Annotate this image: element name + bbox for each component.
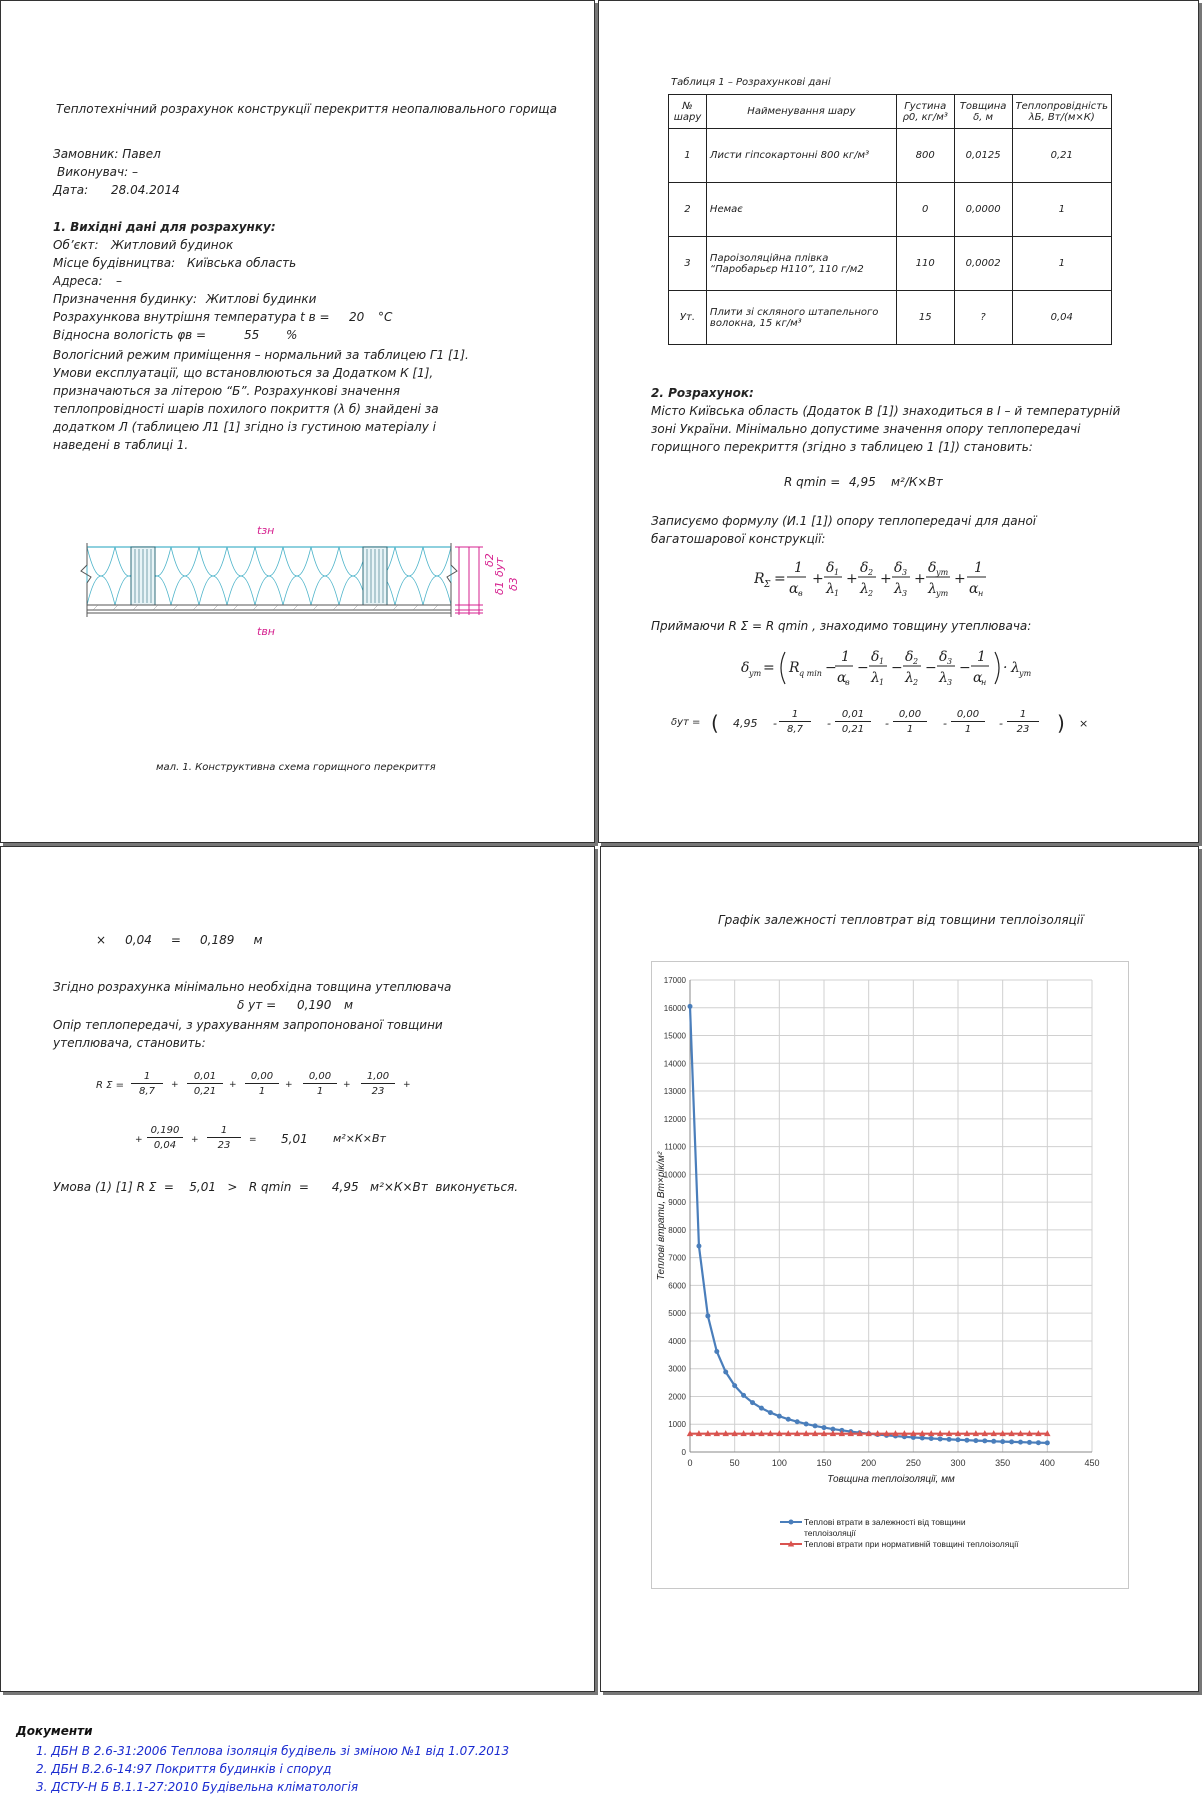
r-fraction-5: $\frac{1,00}{23}$ xyxy=(361,1071,395,1097)
svg-text:α: α xyxy=(973,670,983,686)
heat-loss-chart xyxy=(652,962,1130,1590)
r-fraction-3: $\frac{0,00}{1}$ xyxy=(245,1071,279,1097)
svg-text:2: 2 xyxy=(868,589,874,598)
r-fraction-7: $\frac{1}{23}$ xyxy=(207,1125,241,1151)
data-point xyxy=(759,1406,764,1411)
svg-text:2: 2 xyxy=(868,568,874,577)
svg-text:−: − xyxy=(891,660,903,676)
calc-label: δут = xyxy=(671,717,701,728)
svg-text:+: + xyxy=(914,571,926,587)
svg-text:в: в xyxy=(845,678,850,687)
rsum-paragraph: Приймаючи R Σ = R qmin , знаходимо товщину утеплювача: xyxy=(651,619,1032,633)
customer: Замовник: Павел xyxy=(53,147,161,161)
plus-sign: + xyxy=(171,1080,179,1090)
svg-text:в: в xyxy=(798,589,803,598)
x-tick-label: 300 xyxy=(950,1458,966,1468)
x-tick-label: 50 xyxy=(729,1458,740,1468)
section2-heading: 2. Розрахунок: xyxy=(651,386,754,400)
svg-text:α: α xyxy=(789,581,799,597)
table-cell: Плити зі скляного штапельного волокна, 15 кг/м³ xyxy=(706,291,896,345)
svg-text:1: 1 xyxy=(834,568,840,577)
page-title: Теплотехнічний розрахунок конструкції перекриття неопалювального горища xyxy=(56,102,557,116)
svg-text:δ: δ xyxy=(860,560,869,576)
condition-line: Умова (1) [1] R Σ = 5,01 > R qmin = 4,95 м²×К×Вт виконується. xyxy=(53,1180,519,1194)
close-paren: ) xyxy=(1057,711,1065,735)
y-axis-label: Теплові втрати, Вт×рік/м² xyxy=(656,1151,667,1281)
document-link[interactable]: 2. ДБН В.2.6-14:97 Покриття будинків і споруд xyxy=(36,1762,332,1776)
page-1 xyxy=(0,0,595,843)
svg-text:−: − xyxy=(825,660,837,676)
resistance-paragraph: Опір теплопередачі, з урахуванням запропонованої товщини утеплювача, становить: xyxy=(53,1018,443,1050)
svg-text:н: н xyxy=(978,589,984,598)
svg-text:ут: ут xyxy=(749,669,762,678)
address-label: Адреса: xyxy=(53,274,103,288)
svg-text:ут: ут xyxy=(1019,669,1032,678)
data-point xyxy=(714,1349,719,1354)
table-header: № шару xyxy=(669,95,707,129)
x-tick-label: 400 xyxy=(1039,1458,1055,1468)
data-point xyxy=(1027,1440,1032,1445)
minus-sign: - xyxy=(827,717,831,730)
r-fraction-4: $\frac{0,00}{1}$ xyxy=(303,1071,337,1097)
result-line: × 0,04 = 0,189 м xyxy=(96,933,263,947)
y-tick-label: 14000 xyxy=(663,1059,686,1069)
formula-paragraph: Записуємо формулу (И.1 [1]) опору теплопередачі для даної багатошарової конструкції: xyxy=(651,514,1037,546)
table-cell: 0,21 xyxy=(1012,129,1111,183)
svg-text:δ: δ xyxy=(826,560,835,576)
data-point xyxy=(768,1410,773,1415)
y-tick-label: 9000 xyxy=(668,1198,686,1208)
svg-text:+: + xyxy=(812,571,824,587)
svg-text:1: 1 xyxy=(834,589,840,598)
svg-text:ут: ут xyxy=(936,589,949,598)
temp-unit: °С xyxy=(378,310,393,324)
table-cell: Немає xyxy=(706,183,896,237)
r-fraction-2: $\frac{0,01}{0,21}$ xyxy=(187,1071,223,1097)
svg-text:1: 1 xyxy=(841,649,850,665)
svg-text:2: 2 xyxy=(913,657,919,666)
table-header: Найменування шару xyxy=(706,95,896,129)
svg-text:−: − xyxy=(959,660,971,676)
data-point xyxy=(741,1393,746,1398)
r-unit: м²×К×Вт xyxy=(333,1132,386,1145)
document-link[interactable]: 3. ДСТУ-Н Б В.1.1-27:2010 Будівельна кліматологія xyxy=(36,1780,359,1794)
rmin-label: R qmin = xyxy=(784,475,841,489)
humidity-value: 55 xyxy=(244,328,260,342)
data-point xyxy=(956,1437,961,1442)
r-fraction-6: $\frac{0,190}{0,04}$ xyxy=(147,1125,183,1151)
data-point xyxy=(964,1438,969,1443)
table-caption: Таблиця 1 – Розрахункові дані xyxy=(671,77,831,88)
data-point xyxy=(813,1423,818,1428)
data-point xyxy=(804,1421,809,1426)
plus-sign: + xyxy=(403,1080,411,1090)
dut-formula xyxy=(741,644,1041,690)
r-fraction-1: $\frac{1}{8,7}$ xyxy=(131,1071,163,1097)
svg-text:δ: δ xyxy=(939,649,948,665)
dut-unit: м xyxy=(344,998,354,1012)
table-cell: Ут. xyxy=(669,291,707,345)
svg-text:R: R xyxy=(754,571,765,587)
rsum-label: R Σ = xyxy=(96,1080,125,1091)
page-4 xyxy=(600,846,1199,1692)
documents-heading: Документи xyxy=(16,1724,93,1738)
data-point xyxy=(696,1243,701,1248)
table-cell: 0,0125 xyxy=(954,129,1012,183)
svg-text:α: α xyxy=(837,670,847,686)
label-delta1: δ1 xyxy=(493,581,506,595)
open-paren: ( xyxy=(711,711,719,735)
plus-sign: + xyxy=(285,1080,293,1090)
svg-text:λ: λ xyxy=(939,670,948,686)
document-link[interactable]: 1. ДБН В 2.6-31:2006 Теплова ізоляція будівель зі зміною №1 від 1.07.2013 xyxy=(36,1744,510,1758)
object-value: Житловий будинок xyxy=(111,238,234,252)
table-cell: 1 xyxy=(669,129,707,183)
svg-text:2: 2 xyxy=(913,678,919,687)
svg-text:−: − xyxy=(857,660,869,676)
data-point xyxy=(1045,1440,1050,1445)
y-tick-label: 16000 xyxy=(663,1003,686,1013)
svg-text:δ: δ xyxy=(894,560,903,576)
calc-fraction-5: $\frac{1}{23}$ xyxy=(1007,709,1039,735)
svg-text:=: = xyxy=(763,660,775,676)
conditions-paragraph: Вологісний режим приміщення – нормальний за таблицею Г1 [1]. Умови експлуатації, що встановлюються за Додатком К [1], призначаються за літерою “Б”. Розрахункові значення теплопровідності шарів похилого покриття (λ б) знайдені за додатком Л (таблицею Л1 [1] згідно із густиною матеріалу і наведені в таблиці 1. xyxy=(53,348,469,452)
minus-sign: - xyxy=(943,717,947,730)
object-label: Об’єкт: xyxy=(53,238,99,252)
svg-text:·: · xyxy=(1003,660,1008,676)
y-tick-label: 2000 xyxy=(668,1392,686,1402)
y-tick-label: 17000 xyxy=(663,976,686,985)
table-cell: 1 xyxy=(1012,183,1111,237)
x-tick-label: 150 xyxy=(816,1458,832,1468)
table-header: Густина ρ0, кг/м³ xyxy=(896,95,954,129)
data-point xyxy=(929,1436,934,1441)
table-row xyxy=(669,291,1112,345)
svg-text:λ: λ xyxy=(905,670,914,686)
data-point xyxy=(786,1417,791,1422)
min-thickness-paragraph: Згідно розрахунка мінімально необхідна товщина утеплювача xyxy=(53,980,452,994)
y-tick-label: 12000 xyxy=(663,1114,686,1124)
svg-text:1: 1 xyxy=(879,657,885,666)
data-point xyxy=(705,1313,710,1318)
r-result: 5,01 xyxy=(281,1132,308,1146)
data-point xyxy=(723,1370,728,1375)
y-tick-label: 10000 xyxy=(663,1170,686,1180)
label-t-inside: tвн xyxy=(257,625,275,638)
data-point xyxy=(732,1383,737,1388)
table-cell: 2 xyxy=(669,183,707,237)
x-axis-label: Товщина теплоізоляції, мм xyxy=(827,1474,955,1485)
svg-text:λ: λ xyxy=(871,670,880,686)
place-label: Місце будівництва: xyxy=(53,256,176,270)
calc-fraction-4: $\frac{0,00}{1}$ xyxy=(951,709,985,735)
data-point xyxy=(795,1419,800,1424)
humidity-label: Відносна вологість φв = xyxy=(53,328,207,342)
zone-paragraph: Місто Київська область (Додаток В [1]) знаходиться в І – й температурній зоні України. Мінімально допустиме значення опору теплопередачі горищного перекриття (згідно з таблицею 1 [1]) становить: xyxy=(651,404,1121,454)
plus-sign: + xyxy=(135,1135,143,1145)
svg-text:δ: δ xyxy=(928,560,937,576)
plus-sign: + xyxy=(343,1080,351,1090)
x-tick-label: 0 xyxy=(687,1458,693,1468)
x-tick-label: 200 xyxy=(861,1458,877,1468)
svg-text:3: 3 xyxy=(902,568,908,577)
svg-text:q min: q min xyxy=(799,669,822,678)
svg-text:ут: ут xyxy=(936,568,949,577)
data-point xyxy=(777,1414,782,1419)
table-cell: 0,0000 xyxy=(954,183,1012,237)
date-value: 28.04.2014 xyxy=(111,183,180,197)
figure-caption: мал. 1. Конструктивна схема горищного перекриття xyxy=(156,762,436,773)
times-sign: × xyxy=(1079,717,1089,730)
calc-table xyxy=(668,94,1112,345)
y-tick-label: 0 xyxy=(681,1448,686,1457)
calc-fraction-3: $\frac{0,00}{1}$ xyxy=(893,709,927,735)
label-t-outside: tзн xyxy=(257,524,275,537)
table-cell: Листи гіпсокартонні 800 кг/м³ xyxy=(706,129,896,183)
svg-text:1: 1 xyxy=(977,649,986,665)
temp-label: Розрахункова внутрішня температура t в = xyxy=(53,310,330,324)
calc-rmin: 4,95 xyxy=(733,717,758,730)
svg-text:−: − xyxy=(925,660,937,676)
purpose-value: Житлові будинки xyxy=(206,292,317,306)
minus-sign: - xyxy=(999,717,1003,730)
dut-label: δ ут = xyxy=(237,998,277,1012)
svg-text:+: + xyxy=(954,571,966,587)
legend-marker xyxy=(789,1520,794,1525)
data-point xyxy=(688,1004,693,1009)
place-value: Київська область xyxy=(187,256,297,270)
svg-text:Σ: Σ xyxy=(764,580,771,590)
table-row xyxy=(669,183,1112,237)
svg-text:δ: δ xyxy=(905,649,914,665)
data-point xyxy=(982,1438,987,1443)
data-point xyxy=(822,1425,827,1430)
minus-sign: - xyxy=(885,717,889,730)
data-point xyxy=(920,1435,925,1440)
chart-frame xyxy=(651,961,1129,1589)
svg-text:3: 3 xyxy=(947,678,953,687)
table-cell: Пароізоляційна плівка “Паробарьєр Н110”, 110 г/м2 xyxy=(706,237,896,291)
y-tick-label: 6000 xyxy=(668,1281,686,1291)
svg-text:1: 1 xyxy=(794,560,803,576)
date-label: Дата: xyxy=(53,183,89,197)
rmin-unit: м²/К×Вт xyxy=(891,475,943,489)
plus-sign: + xyxy=(191,1135,199,1145)
svg-text:3: 3 xyxy=(902,589,908,598)
svg-text:λ: λ xyxy=(860,581,869,597)
y-tick-label: 3000 xyxy=(668,1364,686,1374)
y-tick-label: 7000 xyxy=(668,1253,686,1263)
data-point xyxy=(1009,1439,1014,1444)
data-point xyxy=(1018,1440,1023,1445)
table-cell: 110 xyxy=(896,237,954,291)
y-tick-label: 1000 xyxy=(668,1420,686,1430)
svg-text:+: + xyxy=(880,571,892,587)
equals-sign: = xyxy=(249,1135,257,1145)
svg-text:λ: λ xyxy=(826,581,835,597)
table-cell: 3 xyxy=(669,237,707,291)
label-delta-ut: δут xyxy=(493,557,506,577)
svg-text:+: + xyxy=(846,571,858,587)
executor: Виконувач: – xyxy=(57,165,138,179)
legend-entry: Теплові втрати в залежності від товщини теплоізоляції xyxy=(804,1517,966,1538)
svg-text:δ: δ xyxy=(871,649,880,665)
x-tick-label: 100 xyxy=(771,1458,787,1468)
data-point xyxy=(991,1439,996,1444)
calc-fraction-2: $\frac{0,01}{0,21}$ xyxy=(835,709,871,735)
table-cell: 0 xyxy=(896,183,954,237)
svg-text:3: 3 xyxy=(947,657,953,666)
svg-text:λ: λ xyxy=(894,581,903,597)
plus-sign: + xyxy=(229,1080,237,1090)
data-point xyxy=(938,1436,943,1441)
data-point xyxy=(1036,1440,1041,1445)
svg-text:1: 1 xyxy=(879,678,885,687)
table-row xyxy=(669,129,1112,183)
y-tick-label: 11000 xyxy=(664,1142,686,1152)
table-header: Товщина δ, м xyxy=(954,95,1012,129)
svg-text:α: α xyxy=(969,581,979,597)
humidity-unit: % xyxy=(286,328,298,342)
purpose-label: Призначення будинку: xyxy=(53,292,198,306)
table-cell: 15 xyxy=(896,291,954,345)
svg-text:λ: λ xyxy=(928,581,937,597)
construction-diagram xyxy=(79,525,504,633)
svg-text:R: R xyxy=(789,660,800,676)
temp-value: 20 xyxy=(349,310,365,324)
rmin-value: 4,95 xyxy=(849,475,876,489)
table-cell: 0,0002 xyxy=(954,237,1012,291)
data-point xyxy=(947,1437,952,1442)
chart-title: Графік залежності тепловтрат від товщини теплоізоляції xyxy=(718,913,1084,927)
svg-text:δ: δ xyxy=(741,660,750,676)
svg-text:1: 1 xyxy=(974,560,983,576)
x-tick-label: 250 xyxy=(905,1458,921,1468)
table-cell: ? xyxy=(954,291,1012,345)
documents-section xyxy=(16,1724,616,1796)
svg-text:=: = xyxy=(774,571,786,587)
data-point xyxy=(750,1400,755,1405)
y-tick-label: 8000 xyxy=(668,1225,686,1235)
y-tick-label: 13000 xyxy=(663,1087,686,1097)
table-cell: 0,04 xyxy=(1012,291,1111,345)
table-row xyxy=(669,237,1112,291)
data-point xyxy=(973,1438,978,1443)
calc-fraction-1: $\frac{1}{8,7}$ xyxy=(779,709,811,735)
section1-heading: 1. Вихідні дані для розрахунку: xyxy=(53,220,276,234)
dut-value: 0,190 xyxy=(297,998,332,1012)
svg-text:λ: λ xyxy=(1011,660,1020,676)
address-value: – xyxy=(116,274,122,288)
x-tick-label: 450 xyxy=(1084,1458,1100,1468)
minus-sign: - xyxy=(773,717,777,730)
label-delta2: δ2 xyxy=(483,553,496,567)
page-3 xyxy=(0,846,595,1692)
page-2 xyxy=(598,0,1199,843)
svg-text:н: н xyxy=(981,678,987,687)
y-tick-label: 5000 xyxy=(668,1309,686,1319)
legend-entry: Теплові втрати при нормативній товщині теплоізоляції xyxy=(804,1539,1019,1549)
y-tick-label: 15000 xyxy=(663,1031,686,1041)
table-cell: 800 xyxy=(896,129,954,183)
table-header: Теплопровідність λБ, Вт/(м×К) xyxy=(1012,95,1111,129)
label-delta3: δ3 xyxy=(507,577,520,591)
rsum-formula xyxy=(754,555,1034,601)
x-tick-label: 350 xyxy=(995,1458,1011,1468)
data-point xyxy=(1000,1439,1005,1444)
y-tick-label: 4000 xyxy=(668,1336,686,1346)
table-cell: 1 xyxy=(1012,237,1111,291)
